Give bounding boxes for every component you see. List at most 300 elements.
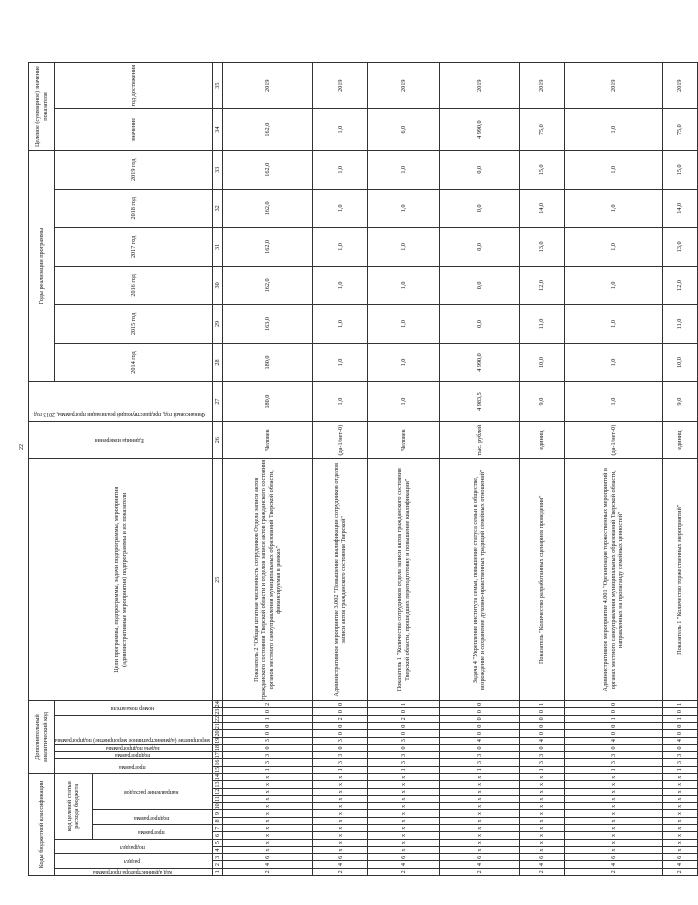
code-cell: х [519,817,564,824]
table-row [223,63,313,876]
column-numbers-row [213,63,223,876]
base-year-header: Финансовый год, предшествующий реализации программы, 2013 год [29,382,213,422]
code-cell: х [313,839,368,846]
code-cell: х [313,825,368,832]
budget-codes-header: Коды бюджетной классификации [29,773,55,875]
code-cell: х [368,825,440,832]
code-cell: 0 [223,708,313,715]
year-value: 1,0 [313,305,368,344]
rotated-table-container [28,62,684,876]
column-number: 11 [214,796,222,803]
year-value: 1,0 [313,150,368,189]
year-value: 162,0 [223,266,313,305]
code-cell: 0 [439,730,519,737]
column-number: 23 [214,708,222,715]
code-cell: 0 [564,730,662,737]
a-meropriyatie-header: мероприятие (административное мероприятие) подпрограммы [55,715,213,744]
code-cell: 2 [223,701,313,708]
code-cell: х [223,846,313,853]
code-cell: х [439,817,519,824]
year-2015-header: 2015 год [55,305,213,344]
code-cell: 0 [368,744,440,751]
year-value: 1,0 [564,189,662,228]
admin-code-header: код администратора программы [55,868,213,875]
code-cell: х [223,817,313,824]
code-cell: 4 [519,737,564,744]
year-value: 4 990,0 [439,343,519,382]
code-cell: х [368,803,440,810]
code-cell: 4 [368,861,440,868]
target-year: 2019 [564,63,662,109]
code-cell: 3 [519,752,564,759]
year-value: 1,0 [564,343,662,382]
code-cell: х [564,795,662,802]
year-2014-header: 2014 год [55,343,213,382]
column-number: 15 [214,766,222,773]
code-cell: х [313,795,368,802]
code-cell: 2 [564,868,662,875]
code-cell: х [519,781,564,788]
column-number: 31 [213,228,223,267]
column-number: 35 [213,63,223,109]
goals-header: Цели программы, подпрограммы, задачи подпрограммы, мероприятия (административные мероприятия) подпрограммы и их показатели [29,459,213,701]
code-cell: 3 [223,759,313,766]
year-value: 15,0 [519,150,564,189]
column-number: 27 [213,382,223,422]
code-cell: х [564,839,662,846]
year-2018-header: 2018 год [55,189,213,228]
code-cell: 1 [223,766,313,773]
napravlenie-header: направление расходов [92,773,213,809]
year-value: 14,0 [662,189,697,228]
code-cell: 2 [368,715,440,722]
table-row [368,63,440,876]
code-cell: х [519,839,564,846]
column-number: 9 [213,810,223,817]
target-value: 1,0 [564,109,662,151]
code-cell: х [368,773,440,780]
code-cell: 0 [519,723,564,730]
code-cell: 4 [313,861,368,868]
goal-cell: Показатель 2 "Общая штатная численность сотрудников Отдела записи актов гражданского состояния Тверской области и отделов записи актов гражданского состояния органов местного самоуправления муниципальных образований Тверской области, финансируемая в рамках" [223,459,313,701]
code-cell: 1 [662,715,697,722]
column-number: 1 [213,868,223,875]
target-value: 75,0 [519,109,564,151]
year-value: 180,0 [223,343,313,382]
year-value: 1,0 [564,150,662,189]
code-cell: 0 [439,708,519,715]
code-cell: 0 [439,715,519,722]
code-cell: 2 [439,868,519,875]
code-cell: 0 [223,730,313,737]
code-cell: 1 [564,715,662,722]
code-cell: х [564,832,662,839]
column-number: 16 [214,759,222,766]
base-year-value: 1,0 [368,382,440,422]
years-header: Годы реализации программы [29,150,55,381]
base-year-value: 4 983,5 [439,382,519,422]
column-number: 26 [213,421,223,459]
code-cell: х [519,795,564,802]
year-value: 14,0 [519,189,564,228]
code-cell: х [564,788,662,795]
code-cell: 2 [519,868,564,875]
code-cell: 0 [662,708,697,715]
code-cell: х [662,832,697,839]
code-cell: 0 [564,723,662,730]
code-cell: 0 [439,744,519,751]
code-cell: 1 [662,701,697,708]
code-cell: 3 [564,752,662,759]
year-value: 162,0 [223,189,313,228]
code-cell: х [519,832,564,839]
column-number: 4 [213,846,223,853]
column-number: 34 [213,109,223,151]
code-cell: х [564,773,662,780]
year-2017-header: 2017 год [55,228,213,267]
code-cell: 2 [313,715,368,722]
code-cell: х [313,788,368,795]
table-row [519,63,564,876]
code-cell: 1 [368,701,440,708]
code-cell: 4 [564,737,662,744]
base-year-value: 9,0 [662,382,697,422]
year-value: 10,0 [662,343,697,382]
code-cell: 6 [564,854,662,861]
code-cell: 0 [223,744,313,751]
table-row [313,63,368,876]
year-2016-header: 2016 год [55,266,213,305]
target-year: 2019 [662,63,697,109]
code-cell: х [439,803,519,810]
code-cell: 4 [564,861,662,868]
year-value: 13,0 [662,228,697,267]
a-nomer-header: номер показателя [55,701,213,716]
year-value: 0,0 [439,189,519,228]
column-number: 6 [213,832,223,839]
column-number: 7 [213,825,223,832]
code-cell: х [439,810,519,817]
code-cell: 0 [313,708,368,715]
code-cell: 0 [564,708,662,715]
code-cell: 1 [313,766,368,773]
code-cell: х [223,810,313,817]
year-value: 10,0 [519,343,564,382]
code-cell: х [313,832,368,839]
code-cell: 2 [662,868,697,875]
code-cell: х [313,817,368,824]
code-cell: 0 [564,701,662,708]
code-cell: 3 [662,759,697,766]
code-cell: 0 [439,701,519,708]
code-cell: 3 [439,759,519,766]
column-number: 30 [213,266,223,305]
code-cell: 2 [223,868,313,875]
year-value: 162,0 [223,228,313,267]
target-year: 2019 [368,63,440,109]
column-number: 2 [213,861,223,868]
code-cell: х [662,817,697,824]
code-cell: 0 [662,723,697,730]
code-cell: х [662,839,697,846]
a-programma-header: программа [55,759,213,774]
podprogramma-header: подпрограмма [92,810,213,825]
year-value: 1,0 [313,228,368,267]
code-cell: х [223,839,313,846]
target-year: 2019 [313,63,368,109]
year-value: 1,0 [313,189,368,228]
code-cell: 0 [519,715,564,722]
code-cell: 6 [223,854,313,861]
unit-cell: единиц [662,421,697,459]
year-value: 1,0 [564,305,662,344]
code-cell: х [313,773,368,780]
code-cell: х [439,839,519,846]
table-row [662,63,697,876]
target-header: Целевое (суммарное) значение показателя [29,63,55,151]
column-number: 13 [214,781,222,788]
column-number: 25 [213,459,223,701]
code-cell: х [313,846,368,853]
unit-cell: (да-1/нет-0) [564,421,662,459]
goal-cell: Административное мероприятие 3.002 "Повышение квалификации сотрудников отделов записи актов гражданского состояния Тверской" [313,459,368,701]
year-2019-header: 2019 год [55,150,213,189]
code-cell: х [662,788,697,795]
code-cell: 0 [313,730,368,737]
code-cell: 3 [439,752,519,759]
column-number: 21 [214,723,222,730]
code-cell: 0 [313,744,368,751]
code-cell: х [439,846,519,853]
page-number: 22 [19,444,25,450]
goal-cell: Показатель 1 "Количество сотрудников отдела записи актов гражданского состояния Тверской области, прошедших переподготовку и повышение квалификации" [368,459,440,701]
code-cell: х [519,788,564,795]
year-value: 0,0 [439,228,519,267]
code-cell: х [564,846,662,853]
unit-cell: (да-1/нет-0) [313,421,368,459]
code-cell: х [439,825,519,832]
code-cell: х [313,810,368,817]
target-value-header: значение [55,109,213,151]
code-cell: 3 [368,737,440,744]
code-cell: х [662,781,697,788]
a-zadacha-header: задача подпрограммы [55,744,213,751]
code-cell: х [662,825,697,832]
year-value: 12,0 [519,266,564,305]
code-cell: 1 [439,766,519,773]
column-number: 19 [214,737,222,744]
code-cell: х [368,832,440,839]
code-cell: 0 [564,744,662,751]
column-number: 3 [213,854,223,861]
code-cell: х [439,781,519,788]
code-cell: х [662,795,697,802]
unit-cell: Человек [223,421,313,459]
code-cell: 6 [519,854,564,861]
code-cell: х [223,803,313,810]
column-number: 8 [213,817,223,824]
code-cell: 3 [519,759,564,766]
column-number: 17 [214,752,222,759]
goal-cell: Задача 4 "Укрепление института семьи, повышение статуса семьи в обществе, возрождение и сохранение духовно-нравственных традиций семейных отношений" [439,459,519,701]
target-value: 6,0 [368,109,440,151]
base-year-value: 180,0 [223,382,313,422]
column-number: 24 [214,701,222,708]
code-cell: 0 [519,744,564,751]
code-cell: х [223,773,313,780]
target-year: 2019 [223,63,313,109]
column-number: 33 [213,150,223,189]
code-cell: 0 [223,723,313,730]
column-number: 5 [213,839,223,846]
table-body [223,63,697,876]
code-cell: х [368,781,440,788]
year-value: 162,0 [223,150,313,189]
base-year-value: 1,0 [313,382,368,422]
code-cell: х [368,839,440,846]
code-cell: 4 [223,861,313,868]
column-number: 28 [213,343,223,382]
code-cell: 4 [662,861,697,868]
base-year-value: 9,0 [519,382,564,422]
code-cell: 3 [313,752,368,759]
year-value: 0,0 [439,150,519,189]
goal-cell: Показатель "Количество разработанных сценариев проведения" [519,459,564,701]
code-cell: 0 [313,723,368,730]
column-number: 10 [214,803,222,810]
code-cell: х [662,803,697,810]
code-cell: 0 [662,744,697,751]
year-value: 11,0 [519,305,564,344]
a-podprogramma-header: подпрограмма [55,752,213,759]
code-cell: х [368,810,440,817]
year-value: 12,0 [662,266,697,305]
table-row [439,63,519,876]
razdel-header: раздел [55,854,213,869]
code-cell: х [223,788,313,795]
code-cell: 3 [662,752,697,759]
unit-header: Единица измерения [29,421,213,459]
additional-code-header: Дополнительный аналитический код [29,701,55,774]
code-cell: 4 [439,737,519,744]
year-value: 0,0 [439,305,519,344]
code-cell: х [662,846,697,853]
code-cell: 3 [223,752,313,759]
code-cell: х [223,781,313,788]
year-value: 0,0 [439,266,519,305]
year-value: 1,0 [368,189,440,228]
code-cell: 0 [519,730,564,737]
target-value: 162,0 [223,109,313,151]
code-cell: х [439,788,519,795]
column-number: 14 [214,774,222,781]
code-cell: 3 [313,759,368,766]
code-cell: х [564,825,662,832]
code-cell: 1 [519,766,564,773]
code-cell: 0 [368,708,440,715]
code-cell: х [519,825,564,832]
code-cell: 2 [368,868,440,875]
code-cell: х [313,781,368,788]
code-cell: 1 [519,701,564,708]
unit-cell: Человек [368,421,440,459]
code-cell: х [368,788,440,795]
code-cell: 1 [662,766,697,773]
code-cell: 0 [662,730,697,737]
year-value: 1,0 [313,343,368,382]
year-value: 15,0 [662,150,697,189]
year-value: 1,0 [564,228,662,267]
code-cell: х [439,832,519,839]
year-value: 1,0 [368,150,440,189]
code-cell: 4 [439,861,519,868]
year-value: 13,0 [519,228,564,267]
code-cell: 6 [368,854,440,861]
code-cell: х [368,846,440,853]
code-cell: 3 [313,737,368,744]
unit-cell: тыс. рублей [439,421,519,459]
code-cell: х [519,803,564,810]
year-value: 1,0 [564,266,662,305]
code-cell: 1 [368,766,440,773]
table-row [564,63,662,876]
code-cell: 3 [368,752,440,759]
column-number: 18 [214,744,222,752]
target-year: 2019 [439,63,519,109]
code-cell: х [368,817,440,824]
code-cell: 4 [519,861,564,868]
code-cell: 3 [368,759,440,766]
column-number: 29 [213,305,223,344]
target-value: 1,0 [313,109,368,151]
year-value: 1,0 [368,228,440,267]
base-year-value: 1,0 [564,382,662,422]
code-cell: х [439,795,519,802]
code-cell: 1 [564,766,662,773]
code-cell: х [662,773,697,780]
code-cell: 3 [564,759,662,766]
code-cell: х [519,810,564,817]
code-cell: х [223,795,313,802]
code-cell: х [564,817,662,824]
code-cell: х [519,773,564,780]
code-cell: х [223,825,313,832]
code-cell: 3 [223,737,313,744]
year-value: 1,0 [368,305,440,344]
year-value: 1,0 [368,266,440,305]
code-cell: 0 [368,730,440,737]
code-cell: 1 [223,715,313,722]
column-number: 12 [214,788,222,795]
code-cell: х [564,803,662,810]
target-year: 2019 [519,63,564,109]
kcsr-header: код целевой статьи расхода бюджета [55,773,93,839]
target-value: 4 990,0 [439,109,519,151]
code-cell: х [439,773,519,780]
goal-cell: Административное мероприятие 4.001 "Организация торжественных мероприятий в органах местного самоуправления муниципальных образований Тверской области, направленных на пропаганду семейных ценностей" [564,459,662,701]
code-cell: 0 [519,708,564,715]
year-value: 163,0 [223,305,313,344]
goal-cell: Показатель 1 "Количество торжественных мероприятий" [662,459,697,701]
unit-cell: единиц [519,421,564,459]
code-cell: 0 [368,723,440,730]
program-indicators-table [28,62,698,876]
code-cell: 6 [313,854,368,861]
code-cell: 0 [439,723,519,730]
code-cell: 2 [313,868,368,875]
code-cell: х [662,810,697,817]
target-value: 75,0 [662,109,697,151]
